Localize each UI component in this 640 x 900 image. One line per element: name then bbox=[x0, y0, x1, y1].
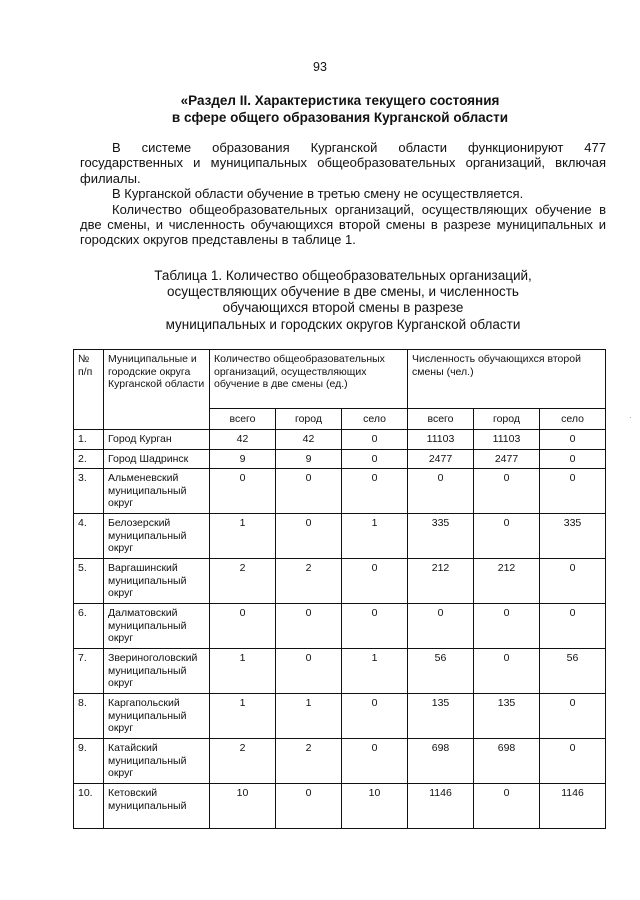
value-cell: 1 bbox=[210, 694, 276, 739]
table-body bbox=[74, 430, 606, 829]
table-container bbox=[73, 349, 606, 829]
value-cell: 335 bbox=[408, 514, 474, 559]
value-cell: 0 bbox=[540, 559, 606, 604]
district-name: Варгашинский муниципальный округ bbox=[104, 559, 210, 604]
value-cell: 0 bbox=[276, 514, 342, 559]
value-cell: 2 bbox=[210, 739, 276, 784]
value-cell: 11103 bbox=[474, 430, 540, 450]
value-cell: 10 bbox=[210, 784, 276, 829]
district-name: Кетовский муниципальный bbox=[104, 784, 210, 829]
value-cell: 1 bbox=[342, 514, 408, 559]
table-row bbox=[74, 559, 606, 604]
row-number: 3. bbox=[74, 469, 104, 514]
district-name: Город Курган bbox=[104, 430, 210, 450]
row-number: 1. bbox=[74, 430, 104, 450]
header-students: Численность обучающихся второй смены (чел.) bbox=[408, 350, 606, 409]
value-cell: 0 bbox=[540, 430, 606, 450]
value-cell: 0 bbox=[474, 514, 540, 559]
body-text bbox=[80, 140, 606, 248]
row-number: 8. bbox=[74, 694, 104, 739]
subheader-cell: всего bbox=[408, 409, 474, 430]
value-cell: 1146 bbox=[408, 784, 474, 829]
section-title bbox=[80, 92, 600, 126]
value-cell: 335 bbox=[540, 514, 606, 559]
value-cell: 0 bbox=[276, 784, 342, 829]
district-name: Далматовский муниципальный округ bbox=[104, 604, 210, 649]
table-row bbox=[74, 649, 606, 694]
value-cell: 42 bbox=[276, 430, 342, 450]
value-cell: 9 bbox=[276, 449, 342, 469]
page-number: 93 bbox=[313, 60, 327, 74]
value-cell: 0 bbox=[276, 649, 342, 694]
table-caption-line: обучающихся второй смены в разрезе bbox=[222, 300, 464, 316]
value-cell: 1 bbox=[342, 649, 408, 694]
value-cell: 0 bbox=[276, 604, 342, 649]
value-cell: 0 bbox=[342, 739, 408, 784]
row-number: 4. bbox=[74, 514, 104, 559]
value-cell: 212 bbox=[408, 559, 474, 604]
value-cell: 0 bbox=[210, 604, 276, 649]
row-number: 6. bbox=[74, 604, 104, 649]
value-cell: 0 bbox=[540, 604, 606, 649]
district-name: Каргапольский муниципальный округ bbox=[104, 694, 210, 739]
table-row bbox=[74, 514, 606, 559]
paragraph: В системе образования Курганской области функционируют 477 государственных и муниципальных общеобразовательных организаций, включая филиалы. bbox=[80, 140, 606, 186]
value-cell: 0 bbox=[540, 449, 606, 469]
value-cell: 2 bbox=[276, 739, 342, 784]
district-name: Катайский муниципальный округ bbox=[104, 739, 210, 784]
value-cell: 135 bbox=[408, 694, 474, 739]
value-cell: 0 bbox=[342, 559, 408, 604]
value-cell: 2477 bbox=[474, 449, 540, 469]
row-number: 7. bbox=[74, 649, 104, 694]
value-cell: 0 bbox=[408, 469, 474, 514]
header-org-count: Количество общеобразовательных организаций, осуществляющих обучение в две смены (ед.) bbox=[210, 350, 408, 409]
table-header-row bbox=[74, 350, 606, 409]
value-cell: 0 bbox=[342, 694, 408, 739]
subheader-cell: город bbox=[474, 409, 540, 430]
value-cell: 1 bbox=[210, 514, 276, 559]
table-row bbox=[74, 449, 606, 469]
value-cell: 0 bbox=[210, 469, 276, 514]
row-number: 2. bbox=[74, 449, 104, 469]
subheader-cell: всего bbox=[210, 409, 276, 430]
table-row bbox=[74, 694, 606, 739]
section-title-line-1: «Раздел II. Характеристика текущего состояния bbox=[180, 93, 500, 108]
value-cell: 0 bbox=[474, 649, 540, 694]
value-cell: 0 bbox=[276, 469, 342, 514]
table-caption-line: осуществляющих обучение в две смены, и численность bbox=[167, 284, 519, 300]
district-name: Звериноголовский муниципальный округ bbox=[104, 649, 210, 694]
value-cell: 56 bbox=[408, 649, 474, 694]
district-name: Город Шадринск bbox=[104, 449, 210, 469]
header-num: № п/п bbox=[74, 350, 104, 430]
row-number: 9. bbox=[74, 739, 104, 784]
value-cell: 9 bbox=[210, 449, 276, 469]
value-cell: 1146 bbox=[540, 784, 606, 829]
table-caption-line: муниципальных и городских округов Курганской области bbox=[165, 316, 521, 332]
value-cell: 698 bbox=[408, 739, 474, 784]
value-cell: 0 bbox=[540, 469, 606, 514]
subheader-cell: село bbox=[342, 409, 408, 430]
table-row bbox=[74, 784, 606, 829]
value-cell: 10 bbox=[342, 784, 408, 829]
value-cell: 0 bbox=[342, 604, 408, 649]
value-cell: 0 bbox=[474, 604, 540, 649]
paragraph: Количество общеобразовательных организаций, осуществляющих обучение в две смены, и численность обучающихся второй смены в разрезе муниципальных и городских округов представлены в таблице 1. bbox=[80, 201, 606, 248]
value-cell: 2 bbox=[210, 559, 276, 604]
row-number: 10. bbox=[74, 784, 104, 829]
table-row bbox=[74, 604, 606, 649]
table-row bbox=[74, 469, 606, 514]
value-cell: 11103 bbox=[408, 430, 474, 450]
value-cell: 0 bbox=[342, 449, 408, 469]
value-cell: 56 bbox=[540, 649, 606, 694]
subheader-cell: село bbox=[540, 409, 606, 430]
value-cell: 0 bbox=[474, 784, 540, 829]
value-cell: 0 bbox=[474, 469, 540, 514]
value-cell: 135 bbox=[474, 694, 540, 739]
value-cell: 0 bbox=[540, 739, 606, 784]
value-cell: 1 bbox=[276, 694, 342, 739]
value-cell: 698 bbox=[474, 739, 540, 784]
district-table bbox=[73, 349, 606, 829]
table-caption-line: Таблица 1. Количество общеобразовательных организаций, bbox=[154, 268, 532, 283]
subheader-cell: город bbox=[276, 409, 342, 430]
value-cell: 0 bbox=[342, 430, 408, 450]
table-row bbox=[74, 739, 606, 784]
row-number: 5. bbox=[74, 559, 104, 604]
margin-dot: · bbox=[629, 413, 632, 422]
district-name: Белозерский муниципальный округ bbox=[104, 514, 210, 559]
value-cell: 0 bbox=[342, 469, 408, 514]
section-title-line-2: в сфере общего образования Курганской области bbox=[171, 110, 509, 125]
value-cell: 212 bbox=[474, 559, 540, 604]
value-cell: 0 bbox=[540, 694, 606, 739]
header-district: Муниципальные и городские округа Курганской области bbox=[104, 350, 210, 430]
table-row bbox=[74, 430, 606, 450]
district-name: Альменевский муниципальный округ bbox=[104, 469, 210, 514]
table-caption bbox=[80, 268, 606, 333]
paragraph: В Курганской области обучение в третью смену не осуществляется. bbox=[112, 186, 524, 202]
value-cell: 42 bbox=[210, 430, 276, 450]
value-cell: 2 bbox=[276, 559, 342, 604]
value-cell: 1 bbox=[210, 649, 276, 694]
value-cell: 0 bbox=[408, 604, 474, 649]
value-cell: 2477 bbox=[408, 449, 474, 469]
